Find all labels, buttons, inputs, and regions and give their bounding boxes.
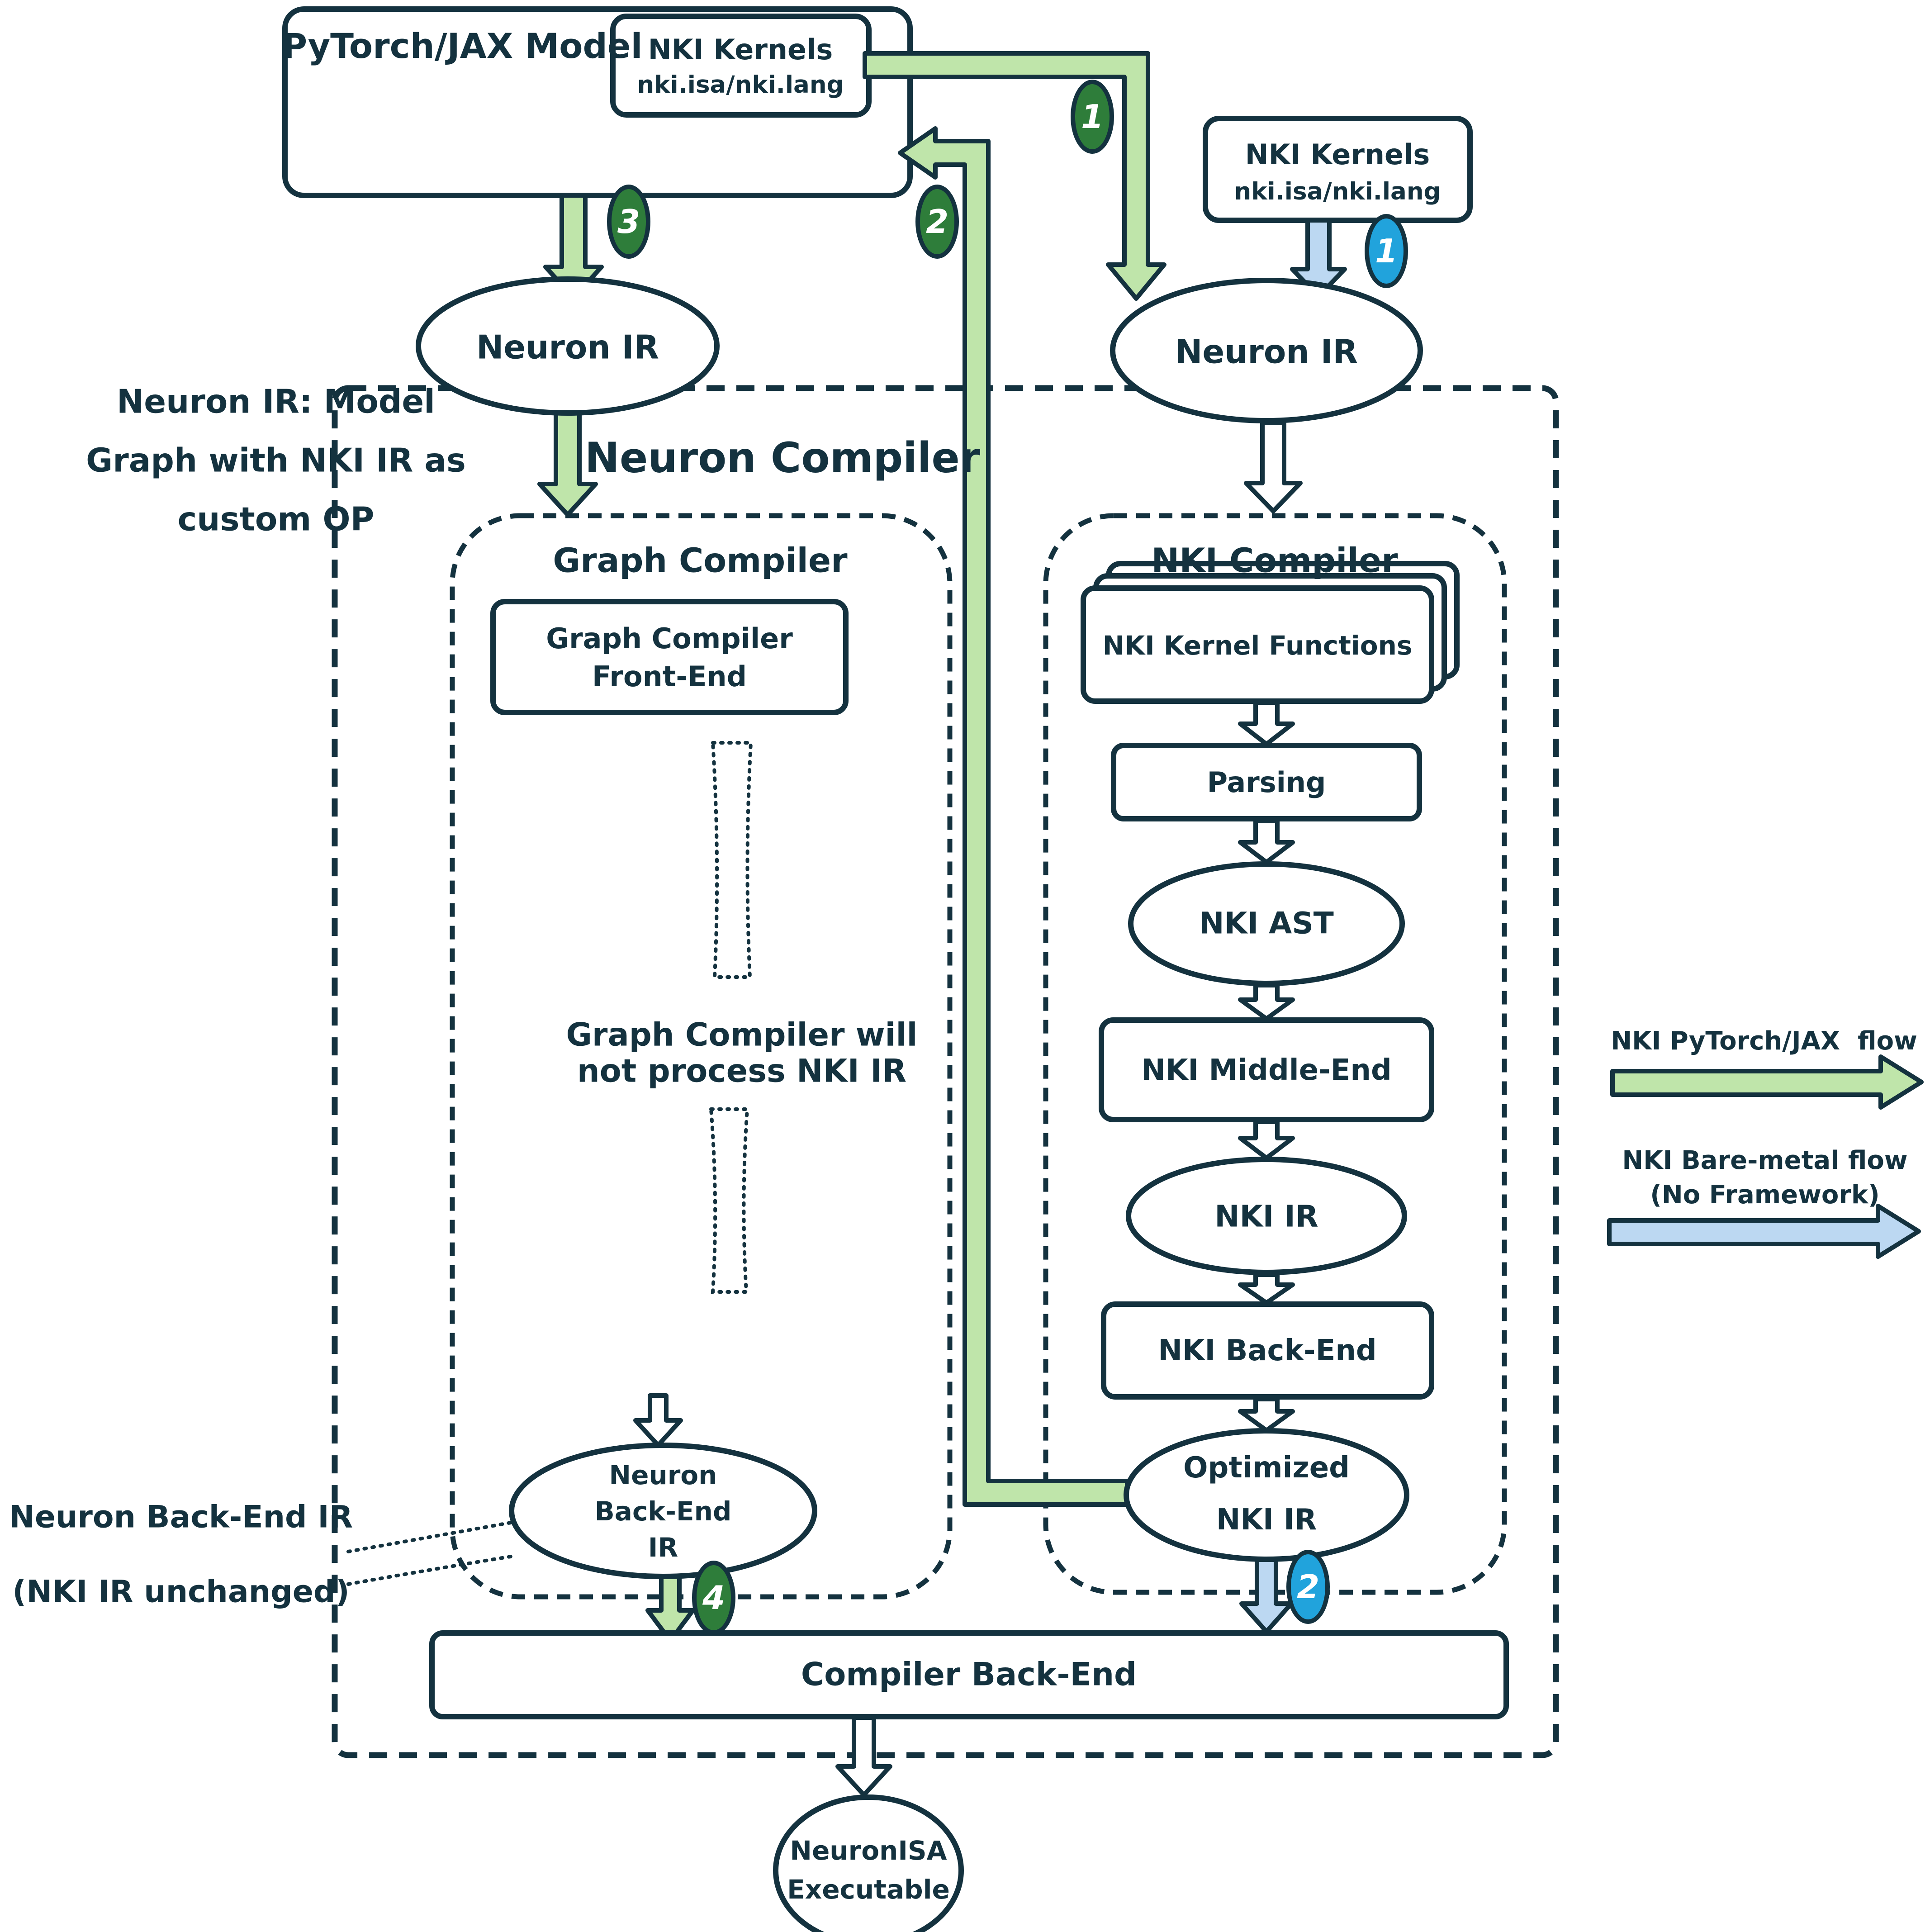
badge-green-4: 4 (692, 1561, 735, 1635)
backend-ir-note-line1: Neuron Back-End IR (9, 1499, 353, 1535)
pytorch-jax-model-title: PyTorch/JAX Model (282, 26, 643, 66)
legend-green-label: NKI PyTorch/JAX flow (1611, 1026, 1917, 1056)
nki-kernels-standalone-title: NKI Kernels (1245, 138, 1430, 171)
neuron-compiler-title: Neuron Compiler (584, 433, 981, 482)
parsing-label: Parsing (1207, 765, 1326, 799)
badge-blue-1: 1 (1365, 214, 1408, 288)
legend-blue-label-line1: NKI Bare-metal flow (1622, 1146, 1908, 1176)
arrow-kernel-functions-to-parsing (1240, 703, 1293, 744)
neuron-backend-ir-line3: IR (648, 1532, 678, 1563)
graph-compiler-note-line1: Graph Compiler will (566, 1016, 918, 1054)
graph-compiler-title: Graph Compiler (553, 541, 848, 580)
nki-back-end-label: NKI Back-End (1158, 1334, 1377, 1367)
nki-kernels-embedded-title: NKI Kernels (648, 33, 833, 66)
dotted-pipe-upper (713, 743, 751, 977)
neuronisa-line1: NeuronISA (790, 1835, 947, 1866)
nki-kernels-embedded-subtitle: nki.isa/nki.lang (637, 71, 844, 99)
nki-ir-label: NKI IR (1214, 1199, 1318, 1234)
legend-blue-label-line2: (No Framework) (1650, 1180, 1880, 1210)
neuron-backend-ir-line2: Back-End (594, 1496, 732, 1527)
badge-green-2: 2 (915, 185, 959, 259)
arrow-ast-to-middle-end (1240, 985, 1293, 1019)
backend-ir-note-connector-bottom (348, 1556, 513, 1584)
optimized-nki-ir-ellipse (1126, 1431, 1407, 1559)
graph-compiler-note-line2: not process NKI IR (577, 1052, 907, 1090)
arrow-to-neuron-backend-ir (635, 1396, 681, 1445)
neuron-ir-left-label: Neuron IR (476, 328, 659, 366)
backend-ir-note-line2: (NKI IR unchanged) (12, 1574, 350, 1610)
legend-green-arrow (1612, 1057, 1921, 1107)
optimized-nki-ir-line2: NKI IR (1216, 1503, 1317, 1537)
arrow-neuron-ir-to-nki-compiler (1246, 423, 1300, 511)
legend-blue-arrow (1609, 1206, 1919, 1257)
arrow-parsing-to-ast (1240, 821, 1293, 862)
nki-ast-label: NKI AST (1199, 906, 1334, 941)
neuronisa-line2: Executable (787, 1874, 950, 1905)
neuron-ir-note-line1: Neuron IR: Model (117, 382, 435, 421)
flow-blue-2-arrow (1242, 1560, 1291, 1632)
neuron-ir-note-line2: Graph with NKI IR as (86, 441, 466, 479)
badge-green-3: 3 (607, 185, 650, 259)
nki-compiler-title: NKI Compiler (1151, 541, 1398, 580)
neuron-backend-ir-line1: Neuron (609, 1460, 717, 1491)
nki-middle-end-label: NKI Middle-End (1141, 1053, 1392, 1087)
badge-blue-2: 2 (1286, 1550, 1330, 1624)
flow-green-2-arrow (900, 128, 1127, 1505)
arrow-nki-ir-to-back-end (1240, 1275, 1293, 1303)
backend-ir-note-connector-top (348, 1522, 513, 1552)
badge-green-1: 1 (1071, 80, 1114, 154)
compiler-back-end-label: Compiler Back-End (801, 1656, 1137, 1693)
neuron-ir-right-label: Neuron IR (1175, 332, 1358, 371)
nki-kernels-standalone-subtitle: nki.isa/nki.lang (1234, 177, 1441, 205)
graph-compiler-front-end-line1: Graph Compiler (546, 622, 793, 655)
neuron-ir-note-line3: custom OP (177, 500, 375, 538)
graph-compiler-front-end-box (493, 602, 846, 712)
graph-compiler-front-end-line2: Front-End (592, 660, 747, 693)
dotted-pipe-lower (711, 1109, 747, 1292)
arrow-back-end-to-optimized (1240, 1399, 1293, 1430)
optimized-nki-ir-line1: Optimized (1183, 1451, 1350, 1485)
arrow-middle-end-to-nki-ir (1240, 1122, 1293, 1158)
nki-kernel-functions-label: NKI Kernel Functions (1102, 630, 1413, 661)
